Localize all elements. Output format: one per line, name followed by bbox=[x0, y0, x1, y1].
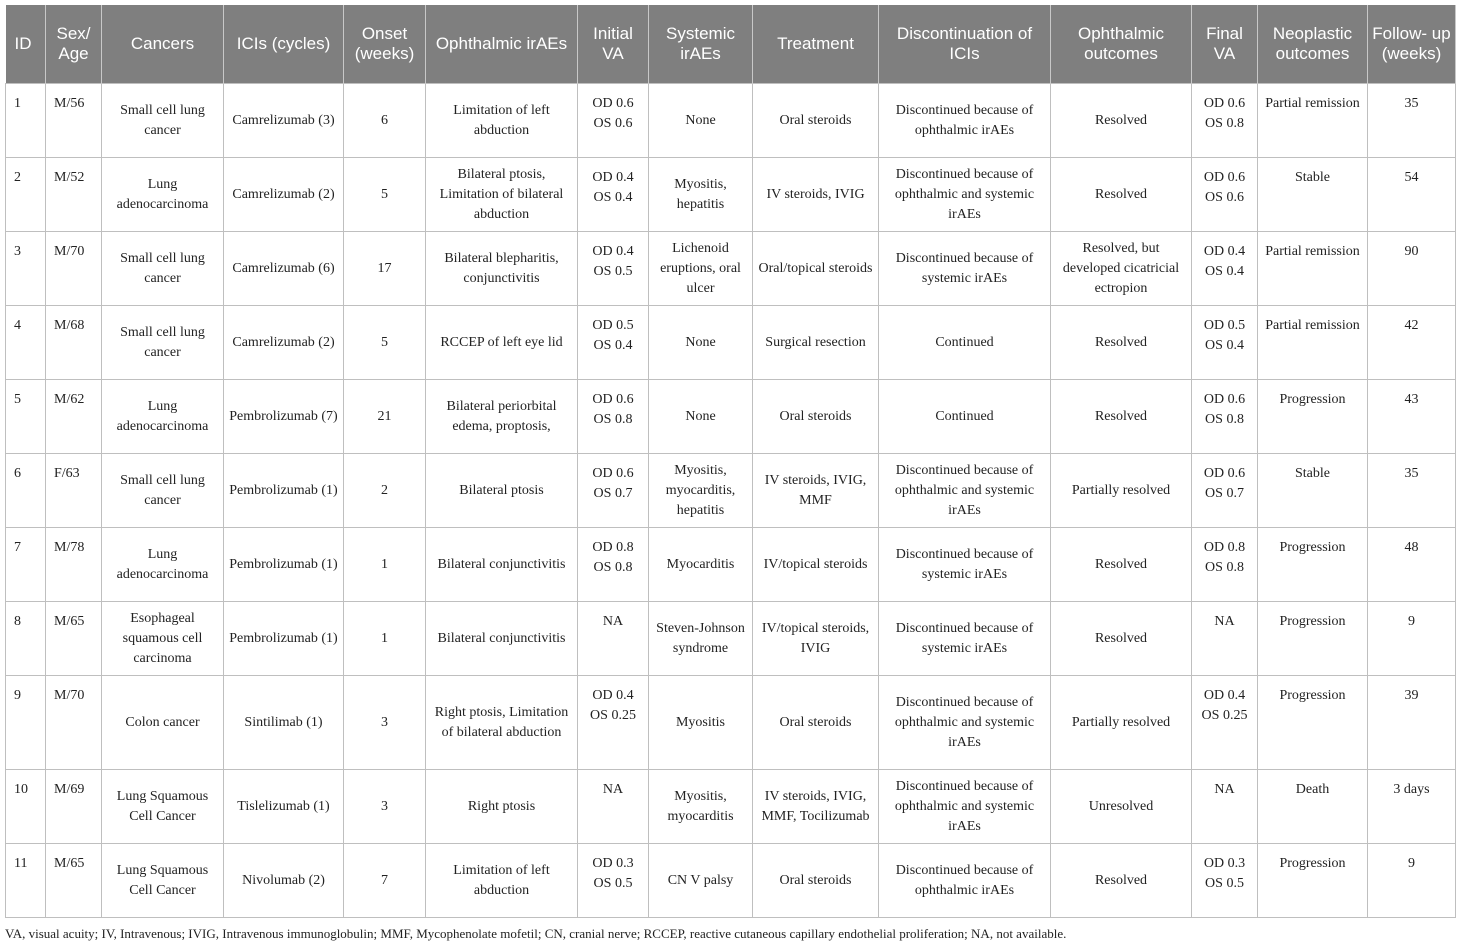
cell-final-va: OD 0.6 OS 0.8 bbox=[1192, 380, 1258, 454]
cell-ophthalmic-iraes: Bilateral ptosis, Limitation of bilateral abduction bbox=[426, 158, 578, 232]
cell-discontinuation: Discontinued because of ophthalmic and systemic irAEs bbox=[879, 454, 1051, 528]
cell-sex-age: M/69 bbox=[46, 770, 102, 844]
cell-ophthalmic-outcomes: Unresolved bbox=[1051, 770, 1192, 844]
table-row bbox=[6, 380, 1456, 454]
cell-systemic-iraes: None bbox=[649, 306, 753, 380]
cell-id: 8 bbox=[6, 602, 46, 676]
cell-final-va: NA bbox=[1192, 770, 1258, 844]
cell-follow-up: 39 bbox=[1368, 676, 1456, 770]
cell-ophthalmic-iraes: Bilateral ptosis bbox=[426, 454, 578, 528]
table-row bbox=[6, 676, 1456, 770]
cell-sex-age: M/78 bbox=[46, 528, 102, 602]
cell-initial-va: OD 0.4 OS 0.25 bbox=[578, 676, 649, 770]
cell-ophthalmic-iraes: Bilateral conjunctivitis bbox=[426, 528, 578, 602]
cell-sex-age: M/70 bbox=[46, 676, 102, 770]
cell-treatment: Surgical resection bbox=[753, 306, 879, 380]
table-footnote: VA, visual acuity; IV, Intravenous; IVIG, Intravenous immunoglobulin; MMF, Mycophenolate mofetil; CN, cranial nerve; RCCEP, reactive cutaneous capillary endothelial proliferation; NA, not available. bbox=[5, 926, 1067, 941]
cell-final-va: OD 0.6 OS 0.6 bbox=[1192, 158, 1258, 232]
cell-initial-va: NA bbox=[578, 770, 649, 844]
cell-icis: Pembrolizumab (1) bbox=[224, 454, 344, 528]
cell-sex-age: F/63 bbox=[46, 454, 102, 528]
cell-neoplastic-outcomes: Progression bbox=[1258, 528, 1368, 602]
cell-discontinuation: Discontinued because of systemic irAEs bbox=[879, 232, 1051, 306]
cell-treatment: IV steroids, IVIG bbox=[753, 158, 879, 232]
cell-systemic-iraes: Myositis bbox=[649, 676, 753, 770]
cell-final-va: OD 0.5 OS 0.4 bbox=[1192, 306, 1258, 380]
cell-systemic-iraes: Lichenoid eruptions, oral ulcer bbox=[649, 232, 753, 306]
cell-systemic-iraes: Steven-Johnson syndrome bbox=[649, 602, 753, 676]
cell-neoplastic-outcomes: Partial remission bbox=[1258, 232, 1368, 306]
cell-systemic-iraes: None bbox=[649, 380, 753, 454]
cell-cancers: Lung adenocarcinoma bbox=[102, 528, 224, 602]
cell-systemic-iraes: Myositis, myocarditis bbox=[649, 770, 753, 844]
cell-final-va: OD 0.4 OS 0.4 bbox=[1192, 232, 1258, 306]
cell-cancers: Lung adenocarcinoma bbox=[102, 380, 224, 454]
cell-onset: 7 bbox=[344, 844, 426, 918]
cell-systemic-iraes: CN V palsy bbox=[649, 844, 753, 918]
cell-treatment: IV steroids, IVIG, MMF, Tocilizumab bbox=[753, 770, 879, 844]
cell-cancers: Small cell lung cancer bbox=[102, 84, 224, 158]
cell-discontinuation: Discontinued because of ophthalmic and systemic irAEs bbox=[879, 676, 1051, 770]
cell-follow-up: 90 bbox=[1368, 232, 1456, 306]
cell-treatment: Oral steroids bbox=[753, 676, 879, 770]
cell-treatment: IV steroids, IVIG, MMF bbox=[753, 454, 879, 528]
cell-onset: 1 bbox=[344, 602, 426, 676]
cell-onset: 5 bbox=[344, 158, 426, 232]
header-treatment: Treatment bbox=[753, 5, 879, 84]
table-row bbox=[6, 602, 1456, 676]
cell-ophthalmic-outcomes: Partially resolved bbox=[1051, 676, 1192, 770]
table-row bbox=[6, 844, 1456, 918]
cell-sex-age: M/56 bbox=[46, 84, 102, 158]
cell-cancers: Lung Squamous Cell Cancer bbox=[102, 844, 224, 918]
cell-icis: Camrelizumab (2) bbox=[224, 306, 344, 380]
cell-neoplastic-outcomes: Progression bbox=[1258, 844, 1368, 918]
cell-final-va: OD 0.6 OS 0.7 bbox=[1192, 454, 1258, 528]
cell-icis: Nivolumab (2) bbox=[224, 844, 344, 918]
cell-neoplastic-outcomes: Death bbox=[1258, 770, 1368, 844]
cell-sex-age: M/68 bbox=[46, 306, 102, 380]
cell-discontinuation: Discontinued because of ophthalmic and systemic irAEs bbox=[879, 770, 1051, 844]
cell-id: 4 bbox=[6, 306, 46, 380]
cell-icis: Camrelizumab (3) bbox=[224, 84, 344, 158]
cell-icis: Pembrolizumab (1) bbox=[224, 602, 344, 676]
cell-id: 5 bbox=[6, 380, 46, 454]
cell-icis: Camrelizumab (2) bbox=[224, 158, 344, 232]
table-figure bbox=[5, 5, 1455, 942]
table-row bbox=[6, 84, 1456, 158]
cell-cancers: Lung adenocarcinoma bbox=[102, 158, 224, 232]
header-ophthalmic-outcomes: Ophthalmic outcomes bbox=[1051, 5, 1192, 84]
cell-initial-va: OD 0.4 OS 0.5 bbox=[578, 232, 649, 306]
cell-follow-up: 9 bbox=[1368, 844, 1456, 918]
cell-discontinuation: Discontinued because of ophthalmic and systemic irAEs bbox=[879, 158, 1051, 232]
cell-ophthalmic-outcomes: Resolved bbox=[1051, 844, 1192, 918]
cell-follow-up: 43 bbox=[1368, 380, 1456, 454]
cell-follow-up: 54 bbox=[1368, 158, 1456, 232]
cell-discontinuation: Discontinued because of ophthalmic irAEs bbox=[879, 844, 1051, 918]
cell-sex-age: M/62 bbox=[46, 380, 102, 454]
table-row bbox=[6, 306, 1456, 380]
cell-ophthalmic-iraes: RCCEP of left eye lid bbox=[426, 306, 578, 380]
header-discontinuation: Discontinuation of ICIs bbox=[879, 5, 1051, 84]
cell-ophthalmic-iraes: Limitation of left abduction bbox=[426, 844, 578, 918]
cell-ophthalmic-iraes: Limitation of left abduction bbox=[426, 84, 578, 158]
cell-ophthalmic-outcomes: Partially resolved bbox=[1051, 454, 1192, 528]
cell-ophthalmic-outcomes: Resolved bbox=[1051, 306, 1192, 380]
cell-systemic-iraes: None bbox=[649, 84, 753, 158]
cell-follow-up: 35 bbox=[1368, 454, 1456, 528]
table-row bbox=[6, 528, 1456, 602]
cell-neoplastic-outcomes: Stable bbox=[1258, 158, 1368, 232]
header-systemic-iraes: Systemic irAEs bbox=[649, 5, 753, 84]
header-row bbox=[6, 5, 1456, 84]
cell-neoplastic-outcomes: Stable bbox=[1258, 454, 1368, 528]
cell-initial-va: OD 0.6 OS 0.8 bbox=[578, 380, 649, 454]
table-header bbox=[6, 5, 1456, 84]
cell-cancers: Small cell lung cancer bbox=[102, 232, 224, 306]
table-row bbox=[6, 454, 1456, 528]
cell-follow-up: 9 bbox=[1368, 602, 1456, 676]
header-initial-va: Initial VA bbox=[578, 5, 649, 84]
cell-onset: 2 bbox=[344, 454, 426, 528]
cell-ophthalmic-iraes: Bilateral periorbital edema, proptosis, bbox=[426, 380, 578, 454]
cell-cancers: Small cell lung cancer bbox=[102, 306, 224, 380]
cell-ophthalmic-outcomes: Resolved bbox=[1051, 380, 1192, 454]
cell-sex-age: M/65 bbox=[46, 844, 102, 918]
cell-follow-up: 3 days bbox=[1368, 770, 1456, 844]
cell-neoplastic-outcomes: Partial remission bbox=[1258, 306, 1368, 380]
cell-ophthalmic-outcomes: Resolved bbox=[1051, 84, 1192, 158]
cell-treatment: IV/topical steroids bbox=[753, 528, 879, 602]
cell-discontinuation: Continued bbox=[879, 380, 1051, 454]
cell-initial-va: OD 0.6 OS 0.6 bbox=[578, 84, 649, 158]
cell-follow-up: 35 bbox=[1368, 84, 1456, 158]
cell-final-va: NA bbox=[1192, 602, 1258, 676]
cell-cancers: Esophageal squamous cell carcinoma bbox=[102, 602, 224, 676]
cell-ophthalmic-iraes: Right ptosis, Limitation of bilateral abduction bbox=[426, 676, 578, 770]
cell-ophthalmic-outcomes: Resolved bbox=[1051, 158, 1192, 232]
header-sex-age: Sex/ Age bbox=[46, 5, 102, 84]
cell-id: 2 bbox=[6, 158, 46, 232]
cell-id: 3 bbox=[6, 232, 46, 306]
cell-follow-up: 48 bbox=[1368, 528, 1456, 602]
header-follow-up: Follow- up (weeks) bbox=[1368, 5, 1456, 84]
cell-initial-va: OD 0.8 OS 0.8 bbox=[578, 528, 649, 602]
cell-final-va: OD 0.6 OS 0.8 bbox=[1192, 84, 1258, 158]
cell-sex-age: M/52 bbox=[46, 158, 102, 232]
table-row bbox=[6, 770, 1456, 844]
cell-final-va: OD 0.8 OS 0.8 bbox=[1192, 528, 1258, 602]
cell-discontinuation: Discontinued because of systemic irAEs bbox=[879, 602, 1051, 676]
cell-discontinuation: Continued bbox=[879, 306, 1051, 380]
header-id: ID bbox=[6, 5, 46, 84]
cell-cancers: Small cell lung cancer bbox=[102, 454, 224, 528]
cell-initial-va: OD 0.5 OS 0.4 bbox=[578, 306, 649, 380]
cell-sex-age: M/70 bbox=[46, 232, 102, 306]
cell-icis: Sintilimab (1) bbox=[224, 676, 344, 770]
cell-systemic-iraes: Myocarditis bbox=[649, 528, 753, 602]
cell-icis: Camrelizumab (6) bbox=[224, 232, 344, 306]
table-row bbox=[6, 158, 1456, 232]
cell-onset: 21 bbox=[344, 380, 426, 454]
cell-neoplastic-outcomes: Partial remission bbox=[1258, 84, 1368, 158]
cell-systemic-iraes: Myositis, hepatitis bbox=[649, 158, 753, 232]
cell-ophthalmic-outcomes: Resolved, but developed cicatricial ectropion bbox=[1051, 232, 1192, 306]
cell-id: 6 bbox=[6, 454, 46, 528]
header-icis: ICIs (cycles) bbox=[224, 5, 344, 84]
cell-initial-va: NA bbox=[578, 602, 649, 676]
header-neoplastic-outcomes: Neoplastic outcomes bbox=[1258, 5, 1368, 84]
cell-ophthalmic-iraes: Bilateral conjunctivitis bbox=[426, 602, 578, 676]
header-final-va: Final VA bbox=[1192, 5, 1258, 84]
cell-discontinuation: Discontinued because of systemic irAEs bbox=[879, 528, 1051, 602]
table-row bbox=[6, 232, 1456, 306]
cell-icis: Tislelizumab (1) bbox=[224, 770, 344, 844]
cell-ophthalmic-outcomes: Resolved bbox=[1051, 602, 1192, 676]
cell-neoplastic-outcomes: Progression bbox=[1258, 602, 1368, 676]
header-onset: Onset (weeks) bbox=[344, 5, 426, 84]
cell-onset: 1 bbox=[344, 528, 426, 602]
cell-follow-up: 42 bbox=[1368, 306, 1456, 380]
cell-id: 1 bbox=[6, 84, 46, 158]
cell-treatment: Oral steroids bbox=[753, 84, 879, 158]
cell-onset: 3 bbox=[344, 770, 426, 844]
cell-treatment: IV/topical steroids, IVIG bbox=[753, 602, 879, 676]
header-cancers: Cancers bbox=[102, 5, 224, 84]
cell-cancers: Colon cancer bbox=[102, 676, 224, 770]
cell-neoplastic-outcomes: Progression bbox=[1258, 380, 1368, 454]
cell-systemic-iraes: Myositis, myocarditis, hepatitis bbox=[649, 454, 753, 528]
cell-initial-va: OD 0.6 OS 0.7 bbox=[578, 454, 649, 528]
cell-ophthalmic-iraes: Bilateral blepharitis, conjunctivitis bbox=[426, 232, 578, 306]
cell-onset: 3 bbox=[344, 676, 426, 770]
cell-icis: Pembrolizumab (7) bbox=[224, 380, 344, 454]
cell-id: 9 bbox=[6, 676, 46, 770]
cell-id: 10 bbox=[6, 770, 46, 844]
cell-initial-va: OD 0.3 OS 0.5 bbox=[578, 844, 649, 918]
cell-onset: 5 bbox=[344, 306, 426, 380]
cell-sex-age: M/65 bbox=[46, 602, 102, 676]
cell-icis: Pembrolizumab (1) bbox=[224, 528, 344, 602]
cell-id: 7 bbox=[6, 528, 46, 602]
cell-cancers: Lung Squamous Cell Cancer bbox=[102, 770, 224, 844]
cell-treatment: Oral/topical steroids bbox=[753, 232, 879, 306]
ophthalmic-iraes-table bbox=[5, 5, 1456, 918]
cell-onset: 17 bbox=[344, 232, 426, 306]
header-ophthalmic-iraes: Ophthalmic irAEs bbox=[426, 5, 578, 84]
cell-discontinuation: Discontinued because of ophthalmic irAEs bbox=[879, 84, 1051, 158]
cell-final-va: OD 0.4 OS 0.25 bbox=[1192, 676, 1258, 770]
cell-ophthalmic-outcomes: Resolved bbox=[1051, 528, 1192, 602]
cell-final-va: OD 0.3 OS 0.5 bbox=[1192, 844, 1258, 918]
cell-id: 11 bbox=[6, 844, 46, 918]
cell-treatment: Oral steroids bbox=[753, 844, 879, 918]
cell-ophthalmic-iraes: Right ptosis bbox=[426, 770, 578, 844]
cell-neoplastic-outcomes: Progression bbox=[1258, 676, 1368, 770]
cell-onset: 6 bbox=[344, 84, 426, 158]
table-body bbox=[6, 84, 1456, 918]
cell-initial-va: OD 0.4 OS 0.4 bbox=[578, 158, 649, 232]
cell-treatment: Oral steroids bbox=[753, 380, 879, 454]
